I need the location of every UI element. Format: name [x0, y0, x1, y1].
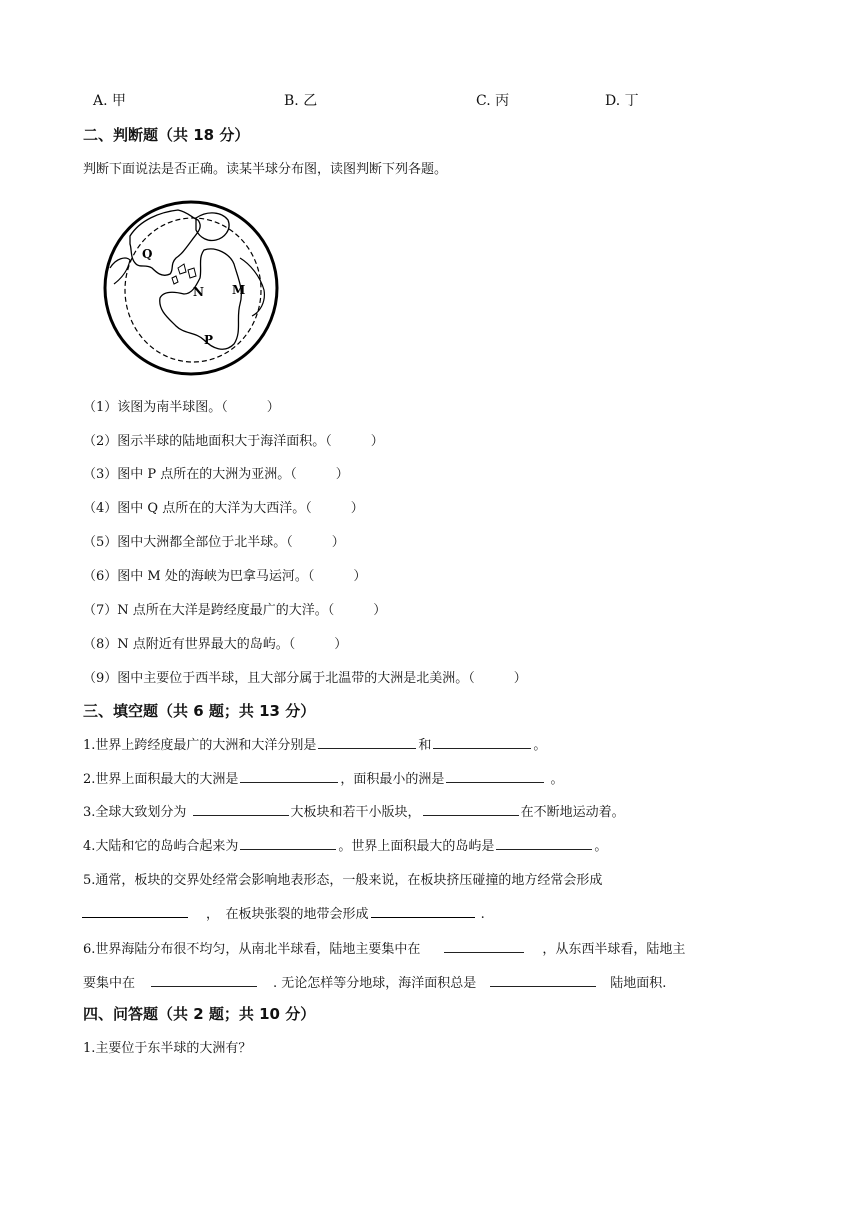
answer-blank[interactable]	[490, 972, 596, 987]
island-1	[178, 264, 186, 274]
map-outer-circle	[105, 202, 277, 374]
island-2	[188, 268, 196, 278]
judge-item-7: （7）N 点所在大洋是跨经度最广的大洋。（ ）	[83, 603, 387, 618]
section3-heading: 三、填空题（共 6 题；共 13 分）	[83, 702, 316, 720]
answer-blank[interactable]	[423, 801, 519, 816]
answer-blank[interactable]	[446, 768, 544, 783]
section4-heading: 四、问答题（共 2 题；共 10 分）	[83, 1005, 316, 1023]
map-label-q: Q	[142, 247, 153, 261]
option-c: C. 丙	[476, 93, 510, 109]
judge-item-9: （9）图中主要位于西半球，且大部分属于北温带的大洲是北美洲。（ ）	[83, 671, 527, 686]
answer-blank[interactable]	[240, 835, 336, 850]
answer-blank[interactable]	[82, 903, 188, 918]
map-label-m: M	[232, 283, 246, 297]
fill-q5-line2: ， 在板块张裂的地带会形成 .	[80, 903, 485, 922]
answer-blank[interactable]	[318, 734, 416, 749]
answer-blank[interactable]	[433, 734, 531, 749]
landmass-left-edge	[110, 258, 130, 284]
fill-q2: 2.世界上面积最大的大洲是 ，面积最小的洲是 。	[83, 768, 564, 787]
judge-item-4: （4）图中 Q 点所在的大洋为大西洋。（ ）	[83, 501, 364, 516]
section2-heading: 二、判断题（共 18 分）	[83, 126, 250, 144]
map-label-n: N	[193, 285, 204, 299]
judge-item-1: （1）该图为南半球图。（ ）	[83, 400, 280, 415]
judge-item-6: （6）图中 M 处的海峡为巴拿马运河。（ ）	[83, 569, 367, 584]
option-a: A. 甲	[93, 93, 127, 109]
qa-q1: 1.主要位于东半球的大洲有？	[83, 1041, 252, 1056]
answer-blank[interactable]	[151, 972, 257, 987]
landmass-eurasia	[160, 249, 242, 349]
answer-blank[interactable]	[371, 903, 475, 918]
judge-item-3: （3）图中 P 点所在的大洲为亚洲。（ ）	[83, 467, 349, 482]
section2-intro: 判断下面说法是否正确。读某半球分布图，读图判断下列各题。	[83, 162, 448, 177]
fill-q6-line2: 要集中在 . 无论怎样等分地球，海洋面积总是 陆地面积.	[83, 972, 666, 991]
island-3	[172, 276, 178, 284]
fill-q5-line1: 5.通常，板块的交界处经常会影响地表形态，一般来说，在板块挤压碰撞的地方经常会形成	[83, 873, 603, 888]
answer-blank[interactable]	[193, 801, 289, 816]
answer-blank[interactable]	[240, 768, 338, 783]
judge-item-8: （8）N 点附近有世界最大的岛屿。（ ）	[83, 637, 348, 652]
hemisphere-map	[100, 198, 282, 378]
fill-q1: 1.世界上跨经度最广的大洲和大洋分别是 和 。	[83, 734, 546, 753]
fill-q4: 4.大陆和它的岛屿合起来为 。世界上面积最大的岛屿是 。	[83, 835, 607, 854]
option-b: B. 乙	[284, 93, 318, 109]
option-d: D. 丁	[605, 93, 639, 109]
landmass-greenland	[196, 213, 229, 241]
answer-blank[interactable]	[496, 835, 592, 850]
judge-item-5: （5）图中大洲都全部位于北半球。（ ）	[83, 535, 345, 550]
fill-q6-line1: 6.世界海陆分布很不均匀，从南北半球看，陆地主要集中在 ，从东西半球看，陆地主	[83, 938, 685, 957]
answer-blank[interactable]	[444, 938, 524, 953]
fill-q3: 3.全球大致划分为 大板块和若干小版块， 在不断地运动着。	[83, 801, 625, 820]
judge-item-2: （2）图示半球的陆地面积大于海洋面积。（ ）	[83, 434, 384, 449]
map-label-p: P	[204, 333, 214, 347]
